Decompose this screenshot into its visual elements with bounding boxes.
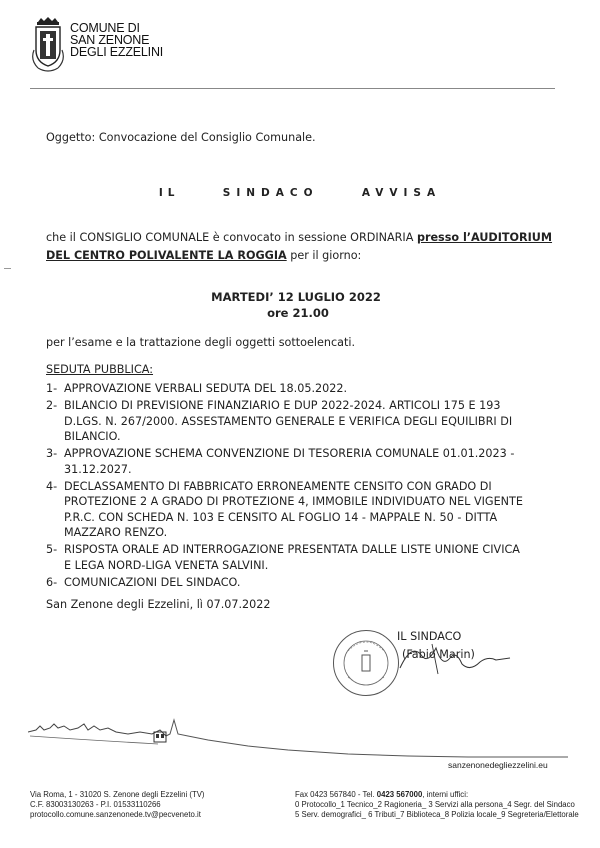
agenda-item-text (64, 575, 564, 591)
meeting-time: ore 21.00 (267, 306, 329, 320)
intro-text-2: per il giorno: (286, 249, 362, 262)
agenda-item-line: COMUNICAZIONI DEL SINDACO. (64, 575, 241, 589)
signature-name: (Fabio Marin) (402, 648, 475, 661)
agenda-item-text (64, 542, 564, 573)
agenda-heading: SEDUTA PUBBLICA: (46, 363, 154, 376)
municipality-line-3: DEGLI EZZELINI (70, 45, 164, 59)
footer-phone-line (295, 790, 595, 800)
footer-address: Via Roma, 1 - 31020 S. Zenone degli Ezzelini (TV) (30, 790, 205, 799)
meeting-date: MARTEDI’ 12 LUGLIO 2022 (211, 290, 381, 304)
footer-address-block (30, 790, 205, 820)
agenda-item-number: 6- (46, 575, 58, 589)
handwritten-signature (392, 638, 522, 678)
agenda-item-text (64, 381, 564, 397)
agenda-item-number: 5- (46, 543, 58, 556)
agenda-item-line: E LEGA NORD-LIGA VENETA SALVINI. (64, 558, 269, 572)
municipality-line-1: COMUNE DI (70, 21, 140, 35)
footer-fax: Fax 0423 567840 - Tel. (295, 790, 377, 799)
official-stamp (333, 630, 399, 696)
agenda-item-text (64, 446, 564, 477)
coat-of-arms-logo (30, 16, 66, 74)
header-divider (30, 88, 555, 89)
website-label: sanzenonedegliezzelini.eu (448, 760, 548, 770)
footer-extensions-2: 5 Serv. demografici_ 6 Tributi_7 Biblioteca_8 Polizia locale_9 Segreteria/Elettorale (295, 810, 579, 819)
village-skyline-illustration (28, 700, 568, 760)
footer-tax-codes: C.F. 83003130263 - P.I. 01533110266 (30, 800, 161, 809)
announcement-heading (0, 187, 600, 199)
margin-mark (4, 268, 11, 269)
agenda-item-line: P.R.C. CON SCHEDA N. 103 E CENSITO AL FOGLIO 14 - MAPPALE N. 50 - DITTA (64, 510, 498, 524)
purpose-line: per l’esame e la trattazione degli oggetti sottoelencati. (46, 336, 356, 349)
agenda-item-line: BILANCIO. (64, 430, 121, 443)
agenda-item-line: PROTEZIONE 2 A GRADO DI PROTEZIONE 4, IMMOBILE INDIVIDUATO NEL VIGENTE (64, 495, 523, 508)
footer-contacts-block (295, 790, 595, 820)
intro-venue-1: presso l’AUDITORIUM (416, 231, 553, 244)
signature-title: IL SINDACO (397, 630, 462, 643)
announcement-word-1: IL (158, 187, 180, 199)
place-date: San Zenone degli Ezzelini, lì 07.07.2022 (46, 598, 271, 611)
agenda-item-line: D.LGS. N. 267/2000. ASSESTAMENTO GENERALE E VERIFICA DEGLI EQUILIBRI DI (64, 414, 513, 428)
agenda-item-line: RISPOSTA ORALE AD INTERROGAZIONE PRESENTATA DALLE LISTE UNIONE CIVICA (64, 543, 520, 556)
agenda-item-number: 3- (46, 447, 58, 460)
footer-extensions-label: , interni uffici: (422, 790, 469, 799)
footer-phone: 0423 567000 (376, 790, 423, 799)
agenda-item-text (64, 398, 564, 445)
agenda-item-text (64, 479, 564, 541)
intro-text-1: che il CONSIGLIO COMUNALE è convocato in sessione ORDINARIA (46, 231, 417, 244)
announcement-word-3: AVVISA (361, 187, 442, 199)
subject-line: Oggetto: Convocazione del Consiglio Comunale. (46, 131, 316, 144)
agenda-item-line: MAZZARO RENZO. (64, 526, 168, 539)
agenda-item-line: APPROVAZIONE VERBALI SEDUTA DEL 18.05.2022. (64, 382, 348, 395)
municipality-name (70, 22, 163, 58)
agenda-item-line: BILANCIO DI PREVISIONE FINANZIARIO E DUP 2022-2024. ARTICOLI 175 E 193 (64, 399, 501, 412)
agenda-item-number: 2- (46, 399, 58, 412)
agenda-item-line: 31.12.2027. (64, 462, 132, 476)
agenda-item-line: APPROVAZIONE SCHEMA CONVENZIONE DI TESORERIA COMUNALE 01.01.2023 - (64, 447, 515, 460)
intro-venue-2: DEL CENTRO POLIVALENTE LA ROGGIA (46, 249, 287, 262)
footer-extensions-1: 0 Protocollo_1 Tecnico_2 Ragioneria_ 3 Servizi alla persona_4 Segr. del Sindaco (295, 800, 575, 809)
agenda-item-line: DECLASSAMENTO DI FABBRICATO ERRONEAMENTE CENSITO CON GRADO DI (64, 479, 492, 493)
agenda-item-number: 1- (46, 382, 58, 395)
agenda-item-number: 4- (46, 479, 58, 493)
intro-paragraph (46, 229, 566, 265)
footer-pec-email: protocollo.comune.sanzenonede.tv@pecveneto.it (30, 810, 201, 819)
municipality-line-2: SAN ZENONE (70, 33, 150, 47)
announcement-word-2: SINDACO (222, 187, 319, 199)
